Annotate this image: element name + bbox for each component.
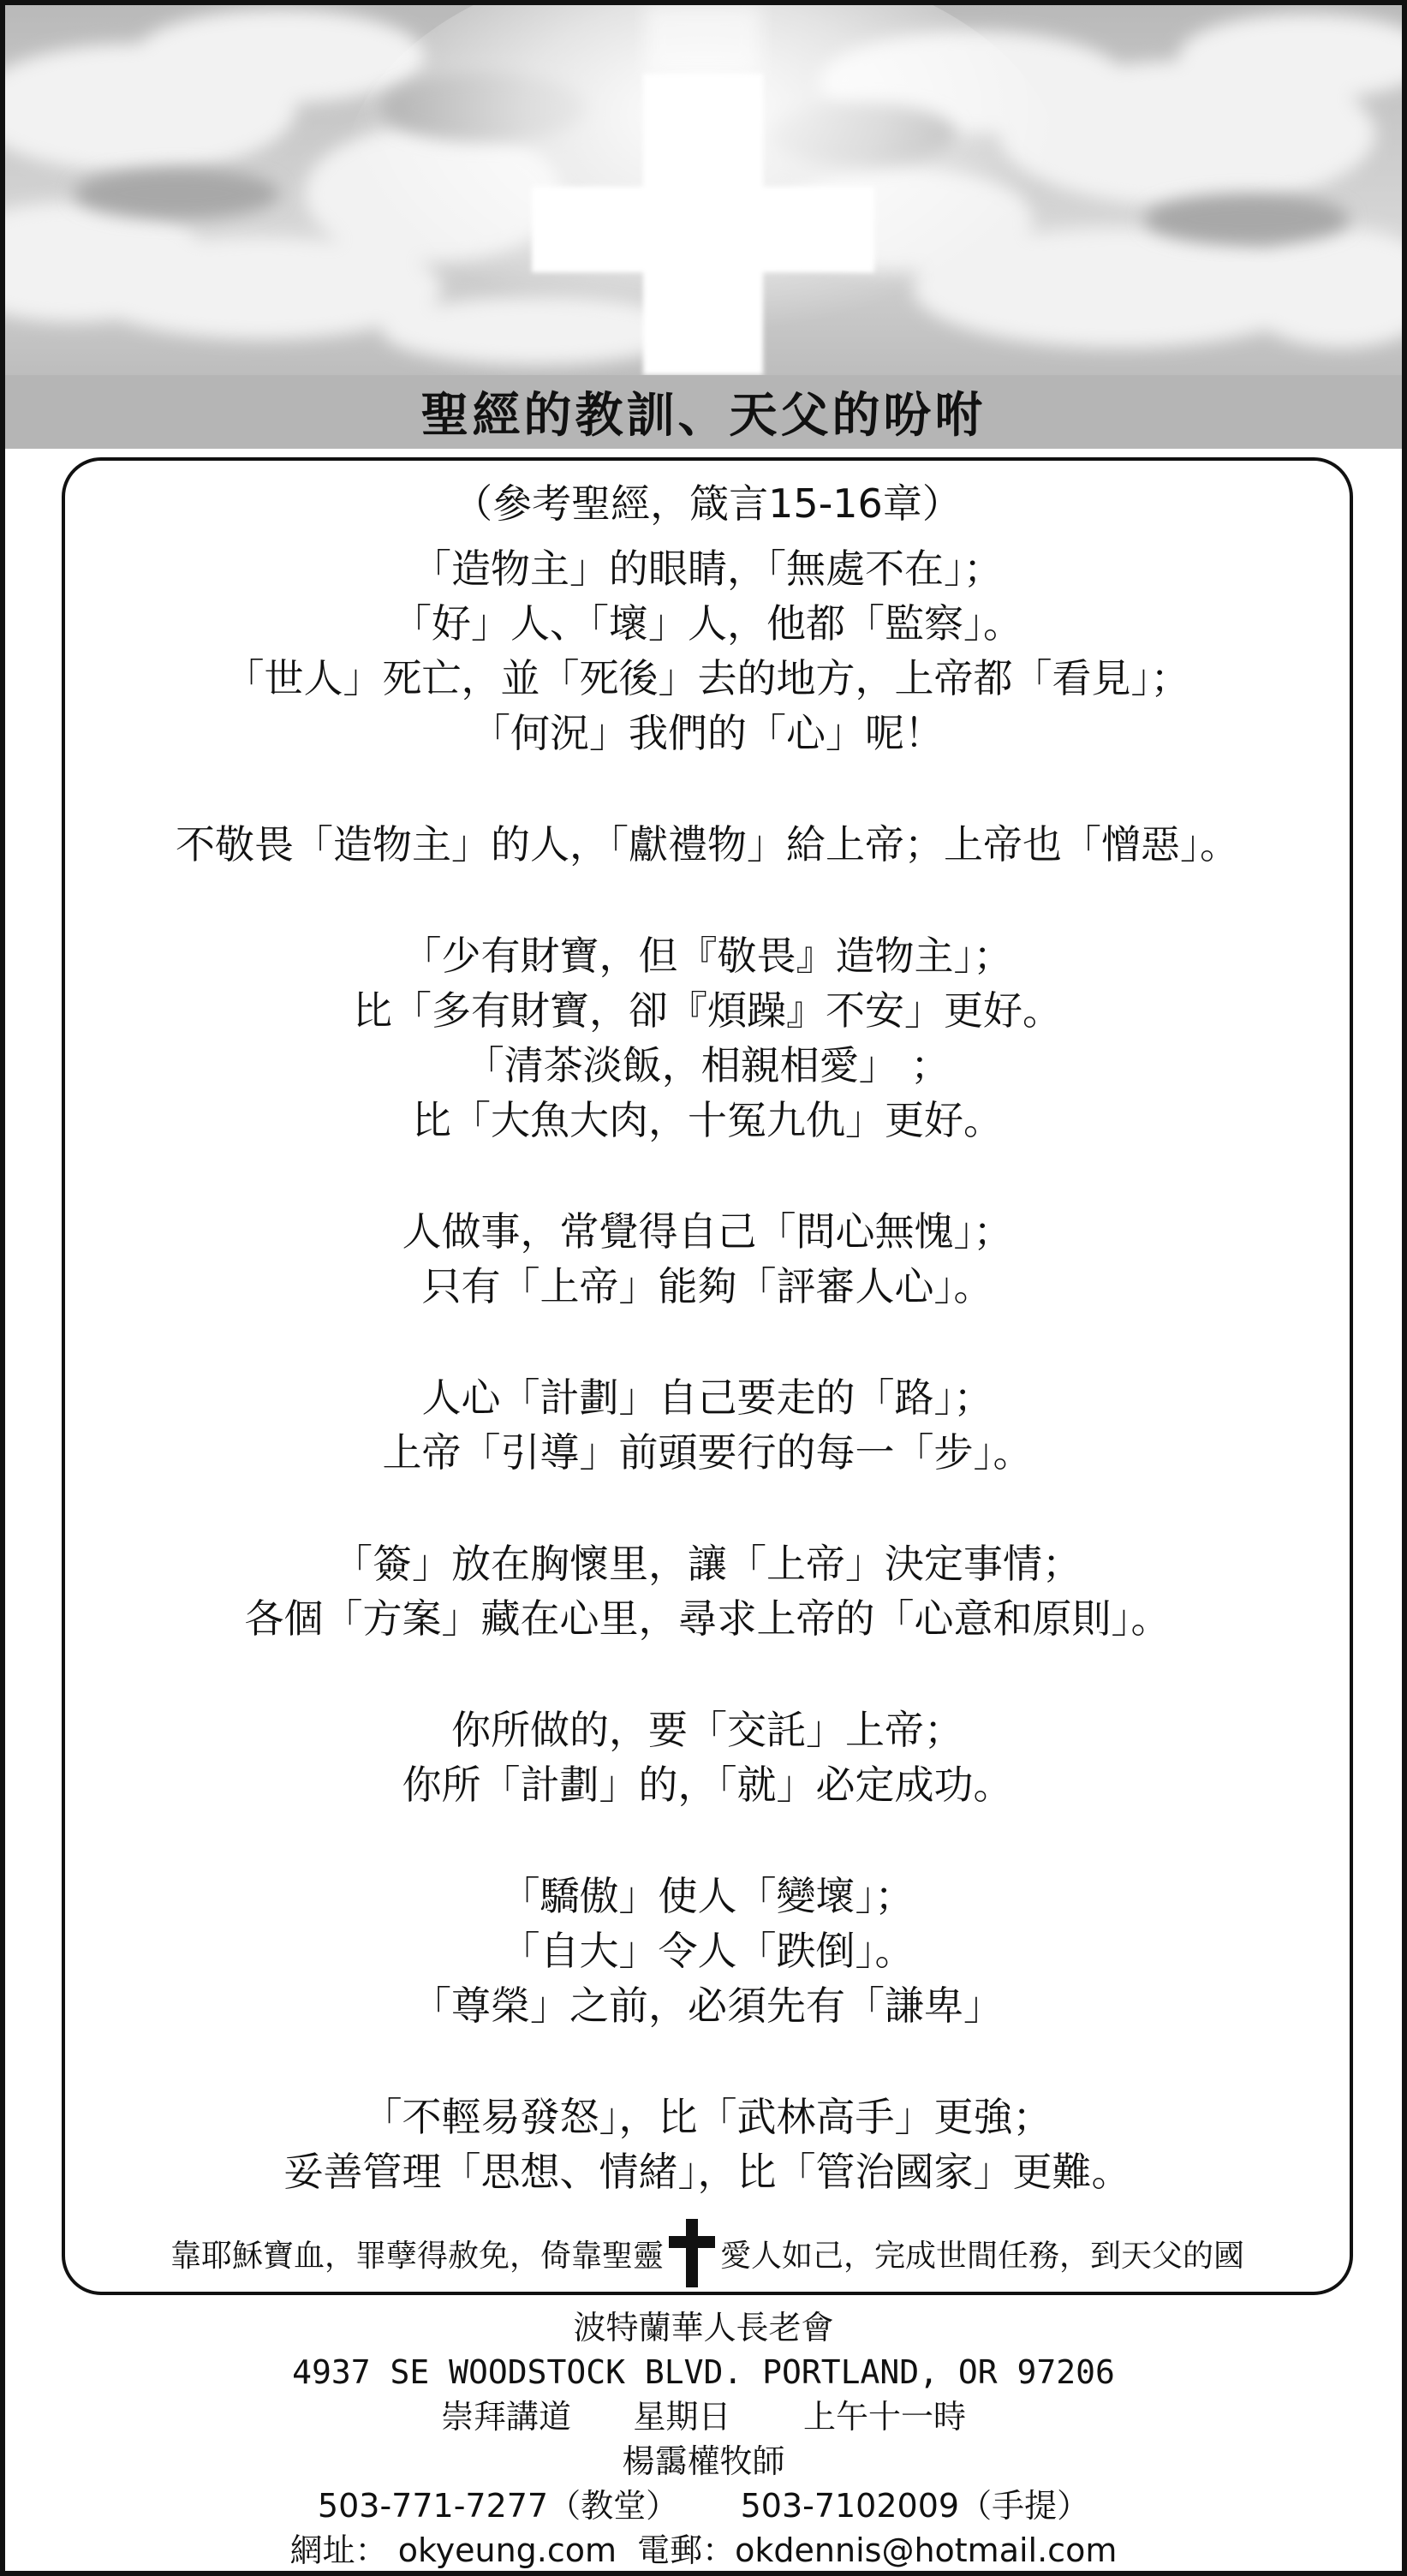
motto-left: 靠耶穌寶血，罪孽得赦免，倚靠聖靈 (170, 2238, 664, 2274)
verse-line: 人心「計劃」自己要走的「路」； (421, 1374, 993, 1421)
verse-line: 各個「方案」藏在心里，尋求上帝的「心意和原則」。 (244, 1595, 1171, 1642)
web-email: 網址： okyeung.com 電郵：okdennis@hotmail.com (289, 2531, 1118, 2569)
verse-line: 「清茶淡飯，相親相愛」 ； (464, 1042, 951, 1088)
church-name: 波特蘭華人長老會 (573, 2309, 834, 2346)
motto-right: 愛人如己，完成世間任務，到天父的國 (720, 2238, 1245, 2274)
verse-line: 「簽」放在胸懷里，讓「上帝」決定事情； (333, 1541, 1082, 1587)
verse-line: 你所做的，要「交託」上帝； (451, 1707, 963, 1753)
verse-line: 「不輕易發怒」，比「武林高手」更強； (362, 2094, 1052, 2140)
verse-line: 「驕傲」使人「變壞」； (500, 1873, 915, 1919)
page-title: 聖經的教訓、天父的吩咐 (5, 375, 1402, 449)
verse-line: 「少有財寶，但『敬畏』造物主」； (402, 933, 1013, 979)
scripture-reference: （參考聖經，箴言15-16章） (453, 480, 962, 527)
verse-line: 你所「計劃」的，「就」必定成功。 (402, 1762, 1013, 1808)
verse-line: 「世人」死亡，並「死後」去的地方，上帝都「看見」； (224, 655, 1190, 701)
verse-line: 不敬畏「造物主」的人，「獻禮物」給上帝；上帝也「憎惡」。 (176, 821, 1239, 868)
verse-line: 上帝「引導」前頭要行的每一「步」。 (382, 1429, 1033, 1476)
verse-line: 「何況」我們的「心」呢！ (471, 710, 944, 756)
verse-line: 人做事，常覺得自己「問心無愧」； (402, 1208, 1013, 1255)
verse-line: 「好」人、「壞」人，他都「監察」。 (392, 600, 1022, 647)
verse-line: 只有「上帝」能夠「評審人心」。 (421, 1263, 993, 1309)
scripture-frame (62, 457, 1353, 2295)
verse-line: 比「大魚大肉，十冤九仇」更好。 (412, 1097, 1003, 1143)
verse-line: 「尊榮」之前，必須先有「謙卑」 (412, 1983, 1003, 2029)
pastor-name: 楊靄權牧師 (622, 2442, 785, 2480)
church-address: 4937 SE WOODSTOCK BLVD. PORTLAND, OR 97206 (292, 2353, 1115, 2391)
phone-numbers: 503-771-7277（教堂） 503-7102009（手提） (317, 2487, 1090, 2525)
verse-line: 妥善管理「思想、情緒」，比「管治國家」更難。 (283, 2149, 1131, 2195)
verse-line: 比「多有財寶，卻『煩躁』不安」更好。 (353, 987, 1062, 1034)
service-time: 崇拜講道 星期日 上午十一時 (440, 2398, 967, 2436)
verse-line: 「造物主」的眼睛，「無處不在」； (412, 546, 1003, 592)
sky-cross-image (5, 5, 1402, 375)
verse-line: 「自大」令人「跌倒」。 (500, 1928, 915, 1974)
cross-icon (667, 2219, 717, 2287)
motto-line (65, 2223, 1350, 2283)
